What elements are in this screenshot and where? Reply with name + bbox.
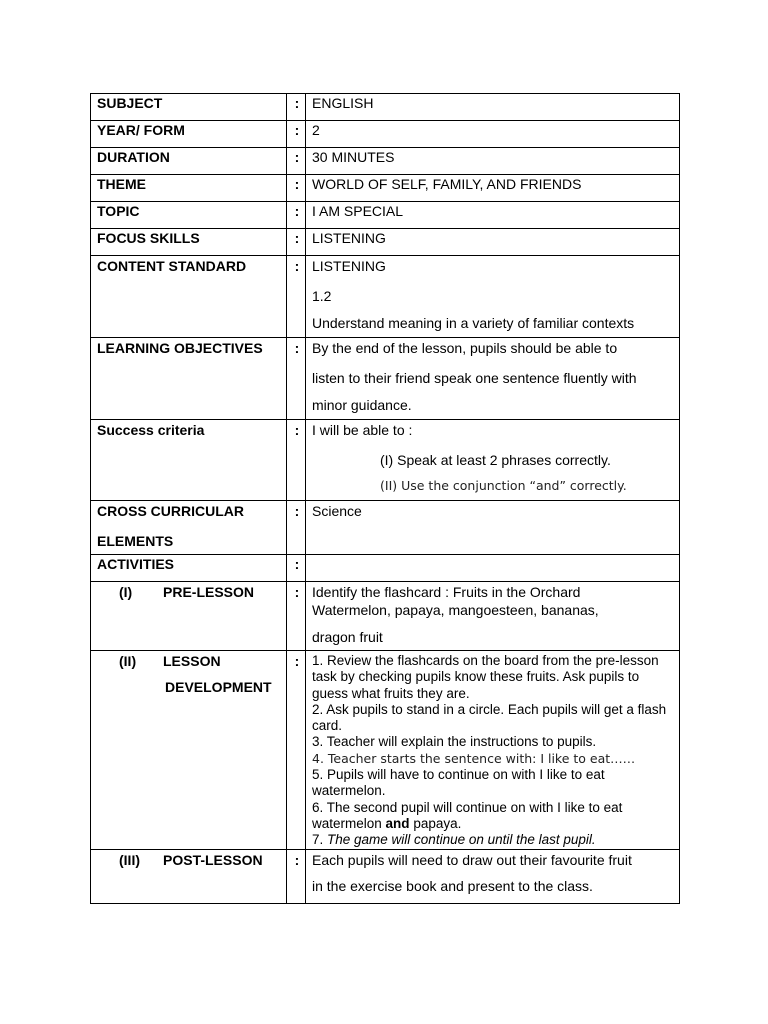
activity-number: (I) [119, 584, 133, 600]
lesson-step: 1. Review the flashcards on the board from the pre-lesson task by checking pupils know these fruits. Ask pupils to guess what fruits they are. [312, 653, 659, 701]
value-subject: ENGLISH [306, 94, 680, 121]
colon: : [287, 501, 306, 555]
colon: : [287, 94, 306, 121]
label-line: ELEMENTS [97, 533, 174, 549]
row-subject [91, 94, 680, 121]
step-italic-text: The game will continue on until the last pupil. [327, 832, 596, 848]
label-theme: THEME [91, 175, 287, 202]
colon: : [287, 338, 306, 420]
row-content-standard [91, 256, 680, 338]
post-lesson-line: in the exercise book and present to the class. [312, 878, 593, 894]
colon: : [287, 202, 306, 229]
objective-line: minor guidance. [312, 397, 412, 413]
value-content-standard [306, 256, 680, 338]
value-post-lesson [306, 850, 680, 904]
label-success-criteria: Success criteria [91, 420, 287, 501]
colon: : [287, 651, 306, 850]
pre-lesson-line: dragon fruit [312, 629, 383, 645]
pre-lesson-line: Identify the flashcard : Fruits in the Orchard [312, 584, 581, 600]
row-topic [91, 202, 680, 229]
content-line: LISTENING [312, 258, 386, 274]
row-duration [91, 148, 680, 175]
success-intro: I will be able to : [312, 422, 413, 438]
content-line: 1.2 [312, 288, 332, 304]
step-bold-text: and [385, 815, 410, 831]
label-learning-objectives: LEARNING OBJECTIVES [91, 338, 287, 420]
row-theme [91, 175, 680, 202]
colon: : [287, 582, 306, 651]
value-focus-skills: LISTENING [306, 229, 680, 256]
activity-label: DEVELOPMENT [165, 679, 272, 695]
label-focus-skills: FOCUS SKILLS [91, 229, 287, 256]
row-success-criteria [91, 420, 680, 501]
activity-label: PRE-LESSON [163, 584, 255, 600]
row-post-lesson [91, 850, 680, 904]
lesson-plan-table [90, 93, 680, 904]
row-pre-lesson [91, 582, 680, 651]
row-year [91, 121, 680, 148]
success-item: (I) Speak at least 2 phrases correctly. [380, 452, 611, 468]
colon: : [287, 555, 306, 582]
activity-label: POST-LESSON [163, 852, 263, 868]
lesson-step: 3. Teacher will explain the instructions to pupils. [312, 734, 597, 750]
row-focus-skills [91, 229, 680, 256]
colon: : [287, 850, 306, 904]
value-learning-objectives [306, 338, 680, 420]
label-cross-curricular [91, 501, 287, 555]
row-learning-objectives [91, 338, 680, 420]
step-number: 7. [312, 832, 328, 848]
colon: : [287, 175, 306, 202]
lesson-step: 5. Pupils will have to continue on with I like to eat watermelon. [312, 767, 605, 799]
objective-line: By the end of the lesson, pupils should be able to [312, 340, 618, 356]
label-activities: ACTIVITIES [91, 555, 287, 582]
value-duration: 30 MINUTES [306, 148, 680, 175]
post-lesson-line: Each pupils will need to draw out their favourite fruit [312, 852, 632, 868]
row-cross-curricular [91, 501, 680, 555]
lesson-step: 2. Ask pupils to stand in a circle. Each pupils will get a flash card. [312, 701, 667, 734]
label-lesson-development [91, 651, 287, 850]
colon: : [287, 256, 306, 338]
row-lesson-development [91, 651, 680, 850]
label-line: CROSS CURRICULAR [97, 503, 244, 519]
label-subject: SUBJECT [91, 94, 287, 121]
value-lesson-development [306, 651, 680, 850]
activity-number: (II) [119, 653, 137, 669]
row-activities [91, 555, 680, 582]
label-topic: TOPIC [91, 202, 287, 229]
colon: : [287, 229, 306, 256]
lesson-step: 4. Teacher starts the sentence with: I like to eat…… [312, 750, 636, 766]
success-item: (II) Use the conjunction “and” correctly. [380, 478, 627, 493]
label-content-standard: CONTENT STANDARD [91, 256, 287, 338]
value-pre-lesson [306, 582, 680, 651]
colon: : [287, 420, 306, 501]
label-duration: DURATION [91, 148, 287, 175]
activity-label: LESSON [163, 653, 221, 669]
value-topic: I AM SPECIAL [306, 202, 680, 229]
pre-lesson-line: Watermelon, papaya, mangoesteen, bananas, [312, 602, 599, 618]
label-year: YEAR/ FORM [91, 121, 287, 148]
value-year: 2 [306, 121, 680, 148]
lesson-step-continued [312, 816, 673, 832]
step-text: watermelon [312, 815, 386, 831]
value-cross-curricular: Science [306, 501, 680, 555]
value-activities [306, 555, 680, 582]
value-theme: WORLD OF SELF, FAMILY, AND FRIENDS [306, 175, 680, 202]
lesson-step [312, 832, 673, 848]
label-pre-lesson [91, 582, 287, 651]
label-post-lesson [91, 850, 287, 904]
objective-line: listen to their friend speak one sentence fluently with [312, 370, 637, 386]
lesson-step: 6. The second pupil will continue on with I like to eat [312, 799, 623, 815]
colon: : [287, 121, 306, 148]
content-line: Understand meaning in a variety of familiar contexts [312, 315, 635, 331]
step-text: papaya. [409, 815, 462, 831]
value-success-criteria [306, 420, 680, 501]
colon: : [287, 148, 306, 175]
activity-number: (III) [119, 852, 140, 868]
